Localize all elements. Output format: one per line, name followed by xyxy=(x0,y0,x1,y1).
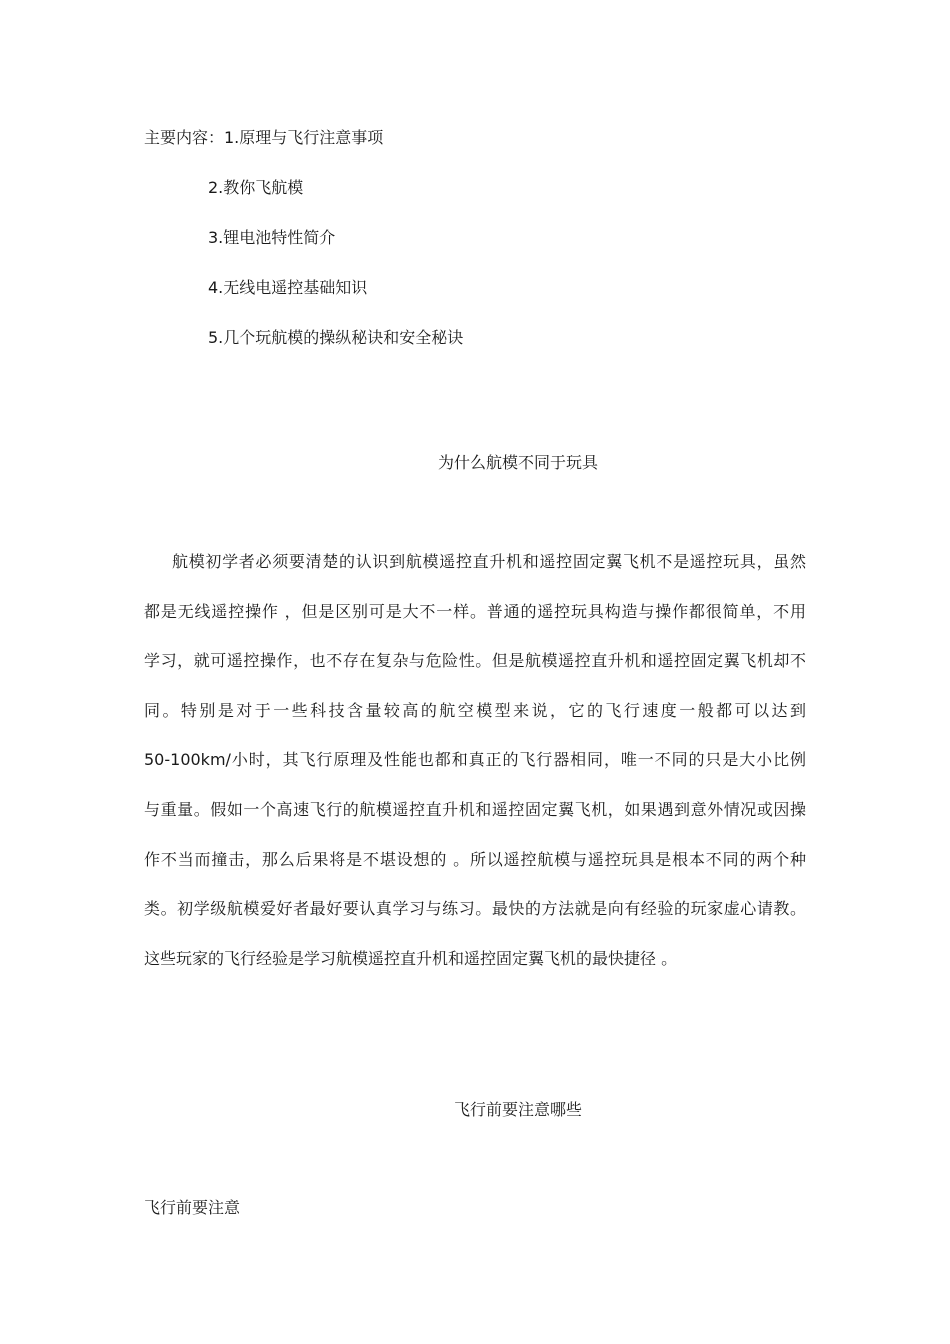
paragraph-line: 类。初学级航模爱好者最好要认真学习与练习。最快的方法就是向有经验的玩家虚心请教。 xyxy=(144,899,806,918)
section-heading-why-different: 为什么航模不同于玩具 xyxy=(437,453,598,472)
toc-item-3: 3.锂电池特性简介 xyxy=(208,228,336,247)
toc-title-line: 主要内容：1.原理与飞行注意事项 xyxy=(144,128,384,147)
paragraph-line: 这些玩家的飞行经验是学习航模遥控直升机和遥控固定翼飞机的最快捷径 。 xyxy=(144,949,678,968)
preflight-intro-line: 飞行前要注意 xyxy=(144,1198,241,1217)
paragraph-line: 同。特别是对于一些科技含量较高的航空模型来说，它的飞行速度一般都可以达到 xyxy=(144,701,806,720)
paragraph-line: 作不当而撞击，那么后果将是不堪设想的 。所以遥控航模与遥控玩具是根本不同的两个种 xyxy=(144,850,806,869)
paragraph-line: 航模初学者必须要清楚的认识到航模遥控直升机和遥控固定翼飞机不是遥控玩具，虽然 xyxy=(172,552,806,571)
toc-item-2: 2.教你飞航模 xyxy=(208,178,304,197)
paragraph-line: 都是无线遥控操作 ，但是区别可是大不一样。普通的遥控玩具构造与操作都很简单，不用 xyxy=(144,602,806,621)
paragraph-line: 与重量。假如一个高速飞行的航模遥控直升机和遥控固定翼飞机，如果遇到意外情况或因操 xyxy=(144,800,806,819)
toc-item-4: 4.无线电遥控基础知识 xyxy=(208,278,368,297)
paragraph-line: 50-100km/小时，其飞行原理及性能也都和真正的飞行器相同，唯一不同的只是大小比例 xyxy=(144,750,806,769)
section-heading-preflight: 飞行前要注意哪些 xyxy=(453,1100,582,1119)
paragraph-line: 学习，就可遥控操作，也不存在复杂与危险性。但是航模遥控直升机和遥控固定翼飞机却不 xyxy=(144,651,806,670)
toc-item-5: 5.几个玩航模的操纵秘诀和安全秘诀 xyxy=(208,328,464,347)
